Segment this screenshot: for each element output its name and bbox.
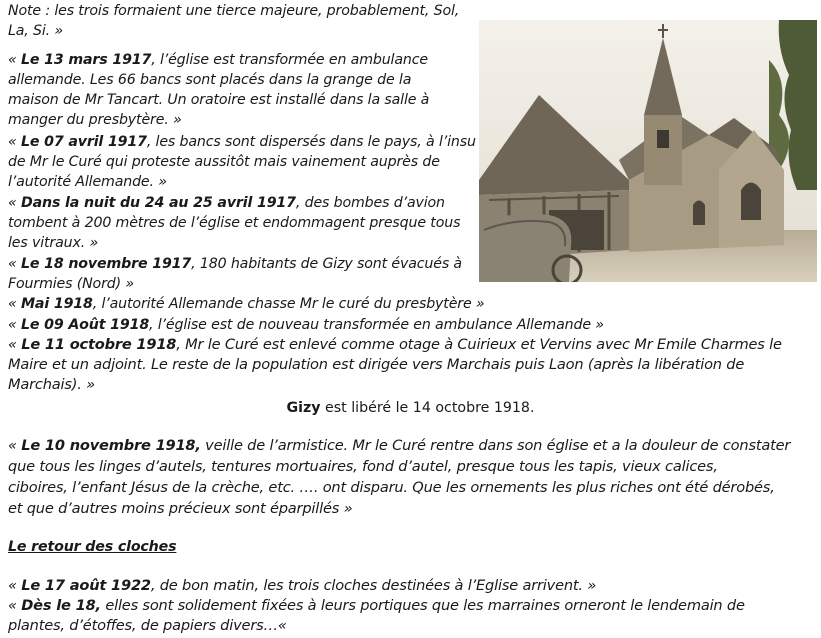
entry-11-octobre-1918: « Le 11 octobre 1918, Mr le Curé est enlevé comme otage à Cuirieux et Vervins avec Mr Emile Charmes le (8, 336, 782, 353)
entry-text-line: maison de Mr Tancart. Un oratoire est installé dans la salle à (8, 92, 430, 108)
entry-18-novembre-1917: « Le 18 novembre 1917, 180 habitants de Gizy sont évacués à (8, 256, 462, 272)
entry-text-line: de Mr le Curé qui proteste aussitôt mais vainement auprès de (8, 154, 440, 170)
entry-09-aout-1918: « Le 09 Août 1918, l’église est de nouveau transformée en ambulance Allemande » (8, 317, 604, 333)
note-line-2: La, Si. » (8, 23, 63, 39)
entry-text-line: et que d’autres moins précieux sont éparpillés » (8, 500, 353, 517)
entry-des-le-18: « Dès le 18, elles sont solidement fixées à leurs portiques que les marraines orneront le lendemain de (8, 597, 745, 614)
liberation-line: Gizy est libéré le 14 octobre 1918. (286, 400, 535, 416)
entry-text-line: les vitraux. » (8, 235, 99, 251)
entry-text-line: l’autorité Allemande. » (8, 174, 167, 190)
entry-date: Le 18 novembre 1917 (20, 256, 192, 272)
entry-date: Dans la nuit du 24 au 25 avril 1917 (20, 195, 296, 211)
note-line-1: Note : les trois formaient une tierce majeure, probablement, Sol, (8, 3, 460, 19)
entry-nuit-24-25-avril-1917: « Dans la nuit du 24 au 25 avril 1917, des bombes d’avion (8, 195, 445, 211)
entry-date: Le 13 mars 1917 (20, 52, 152, 68)
entry-date: Le 09 Août 1918 (20, 317, 150, 333)
entry-text-line: manger du presbytère. » (8, 112, 182, 128)
entry-10-novembre-1918: « Le 10 novembre 1918, veille de l’armistice. Mr le Curé rentre dans son église et a la douleur de constater (8, 437, 791, 454)
entry-text-line: Fourmies (Nord) » (8, 276, 134, 292)
entry-text-line: Maire et un adjoint. Le reste de la population est dirigée vers Marchais puis Laon (après la libération de (8, 356, 745, 373)
entry-date: Le 11 octobre 1918 (21, 336, 177, 353)
entry-text-line: ciboires, l’enfant Jésus de la crèche, etc. …. ont disparu. Que les ornements les plus riches ont été dérobés, (8, 479, 775, 496)
entry-07-avril-1917: « Le 07 avril 1917, les bancs sont dispersés dans le pays, à l’insu (8, 134, 476, 150)
entry-mai-1918: « Mai 1918, l’autorité Allemande chasse Mr le curé du presbytère » (8, 296, 485, 312)
entry-date: Mai 1918 (20, 296, 93, 312)
church-photograph (479, 20, 817, 282)
entry-date: Dès le 18, (21, 597, 101, 614)
entry-text-line: tombent à 200 mètres de l’église et endommagent presque tous (8, 215, 461, 231)
entry-13-mars-1917: « Le 13 mars 1917, l’église est transformée en ambulance (8, 52, 428, 68)
entry-text-line: que tous les linges d’autels, tentures mortuaires, fond d’autel, presque tous les tapis, vieux calices, (8, 458, 718, 475)
section-heading: Le retour des cloches (8, 539, 177, 555)
entry-date: Le 07 avril 1917 (20, 134, 147, 150)
entry-date: Le 10 novembre 1918, (21, 437, 201, 454)
entry-text-line: Marchais). » (8, 376, 95, 393)
entry-text-line: plantes, d’étoffes, de papiers divers…« (8, 617, 287, 634)
entry-text-line: allemande. Les 66 bancs sont placés dans la grange de la (8, 72, 412, 88)
entry-17-aout-1922: « Le 17 août 1922, de bon matin, les trois cloches destinées à l’Eglise arrivent. » (8, 577, 597, 594)
entry-date: Le 17 août 1922 (21, 577, 151, 594)
